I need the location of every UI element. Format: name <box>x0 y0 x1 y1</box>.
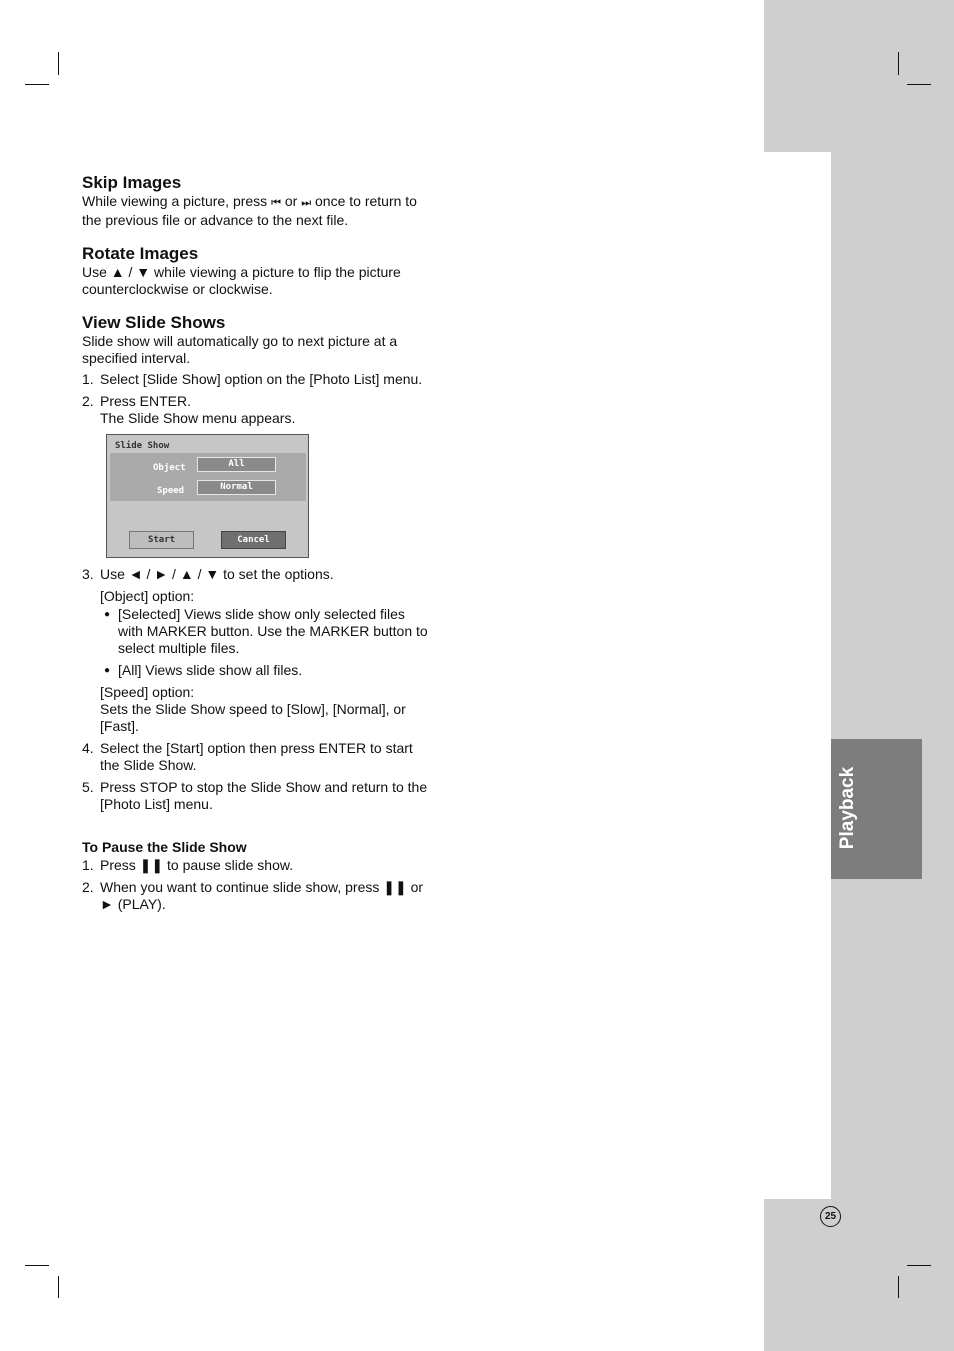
skip-text-a: While viewing a picture, press <box>82 193 268 209</box>
skip-previous-icon: ⏮ <box>271 197 281 209</box>
step-number: 2. <box>82 393 94 409</box>
crop-mark <box>25 84 49 85</box>
step-body <box>100 393 295 427</box>
skip-images-heading: Skip Images <box>82 173 182 192</box>
crop-mark <box>907 1265 931 1266</box>
step-text: Select [Slide Show] option on the [Photo List] menu. <box>100 371 423 387</box>
main-content <box>82 172 432 918</box>
object-option-label: [Object] option: <box>100 588 195 604</box>
slide-show-menu-screenshot <box>106 434 309 558</box>
list-item <box>82 371 432 388</box>
list-item <box>82 393 432 427</box>
step-number: 2. <box>82 879 94 895</box>
step-text: Press ❚❚ to pause slide show. <box>100 857 294 873</box>
skip-text-c: once to return to the previous file or advance to the next file. <box>82 193 417 228</box>
step-text: Select the [Start] option then press ENTER to start the Slide Show. <box>100 740 413 773</box>
crop-mark <box>898 52 899 75</box>
crop-mark <box>898 1276 899 1298</box>
step-number: 4. <box>82 740 94 756</box>
osd-speed-label: Speed <box>157 486 185 496</box>
step-text: Press STOP to stop the Slide Show and return to the [Photo List] menu. <box>100 779 428 812</box>
osd-object-field: All <box>197 457 276 472</box>
step-text: When you want to continue slide show, press ❚❚ or ► (PLAY). <box>100 879 424 912</box>
step-number: 3. <box>82 566 94 582</box>
bullet-text: [Selected] Views slide show only selected files with MARKER button. Use the MARKER button to select multiple files. <box>118 606 428 656</box>
step-text: Use ◄ / ► / ▲ / ▼ to set the options. <box>100 566 334 582</box>
list-item <box>100 662 432 679</box>
slide-show-section <box>82 312 432 813</box>
speed-option-label: [Speed] option: <box>100 684 195 700</box>
rotate-images-text: Use ▲ / ▼ while viewing a picture to flip the picture counterclockwise or clockwise. <box>82 264 401 297</box>
slide-show-steps-continued <box>82 566 432 813</box>
bullet-icon: ● <box>104 665 111 676</box>
step-number: 1. <box>82 857 94 873</box>
object-option-list <box>100 606 432 679</box>
list-item <box>100 606 432 657</box>
pause-section <box>82 839 432 913</box>
slide-show-steps <box>82 371 432 427</box>
osd-object-label: Object <box>153 463 186 473</box>
side-strip <box>831 152 954 1199</box>
rotate-images-heading: Rotate Images <box>82 244 199 263</box>
section-tab-label: Playback <box>837 766 858 850</box>
list-item <box>82 779 432 813</box>
side-strip-top <box>764 0 954 152</box>
list-item <box>82 879 432 913</box>
step-text: Press ENTER. <box>100 393 192 409</box>
step-number: 5. <box>82 779 94 795</box>
skip-next-icon: ⏭ <box>301 197 312 209</box>
crop-mark <box>907 84 931 85</box>
slide-show-intro: Slide show will automatically go to next picture at a specified interval. <box>82 333 398 366</box>
bullet-icon: ● <box>104 609 111 620</box>
osd-speed-field: Normal <box>197 480 276 495</box>
crop-mark <box>58 52 59 75</box>
rotate-images-section <box>82 243 432 298</box>
crop-mark <box>58 1276 59 1298</box>
speed-option-text: Sets the Slide Show speed to [Slow], [Normal], or [Fast]. <box>100 701 406 734</box>
osd-start-button: Start <box>129 531 194 549</box>
list-item <box>82 857 432 874</box>
pause-steps <box>82 857 432 913</box>
step-body <box>100 566 432 735</box>
list-item <box>82 566 432 735</box>
step-number: 1. <box>82 371 94 387</box>
step-text: The Slide Show menu appears. <box>100 410 296 426</box>
osd-cancel-button: Cancel <box>221 531 286 549</box>
page-number: 25 <box>820 1206 841 1227</box>
pause-heading: To Pause the Slide Show <box>82 839 247 855</box>
osd-title: Slide Show <box>115 441 170 451</box>
side-strip-bottom <box>764 1199 954 1351</box>
skip-images-section <box>82 172 432 229</box>
slide-show-heading: View Slide Shows <box>82 313 226 332</box>
skip-text-b: or <box>284 193 298 209</box>
list-item <box>82 740 432 774</box>
skip-images-text <box>82 193 432 229</box>
crop-mark <box>25 1265 49 1266</box>
bullet-text: [All] Views slide show all files. <box>118 662 303 678</box>
